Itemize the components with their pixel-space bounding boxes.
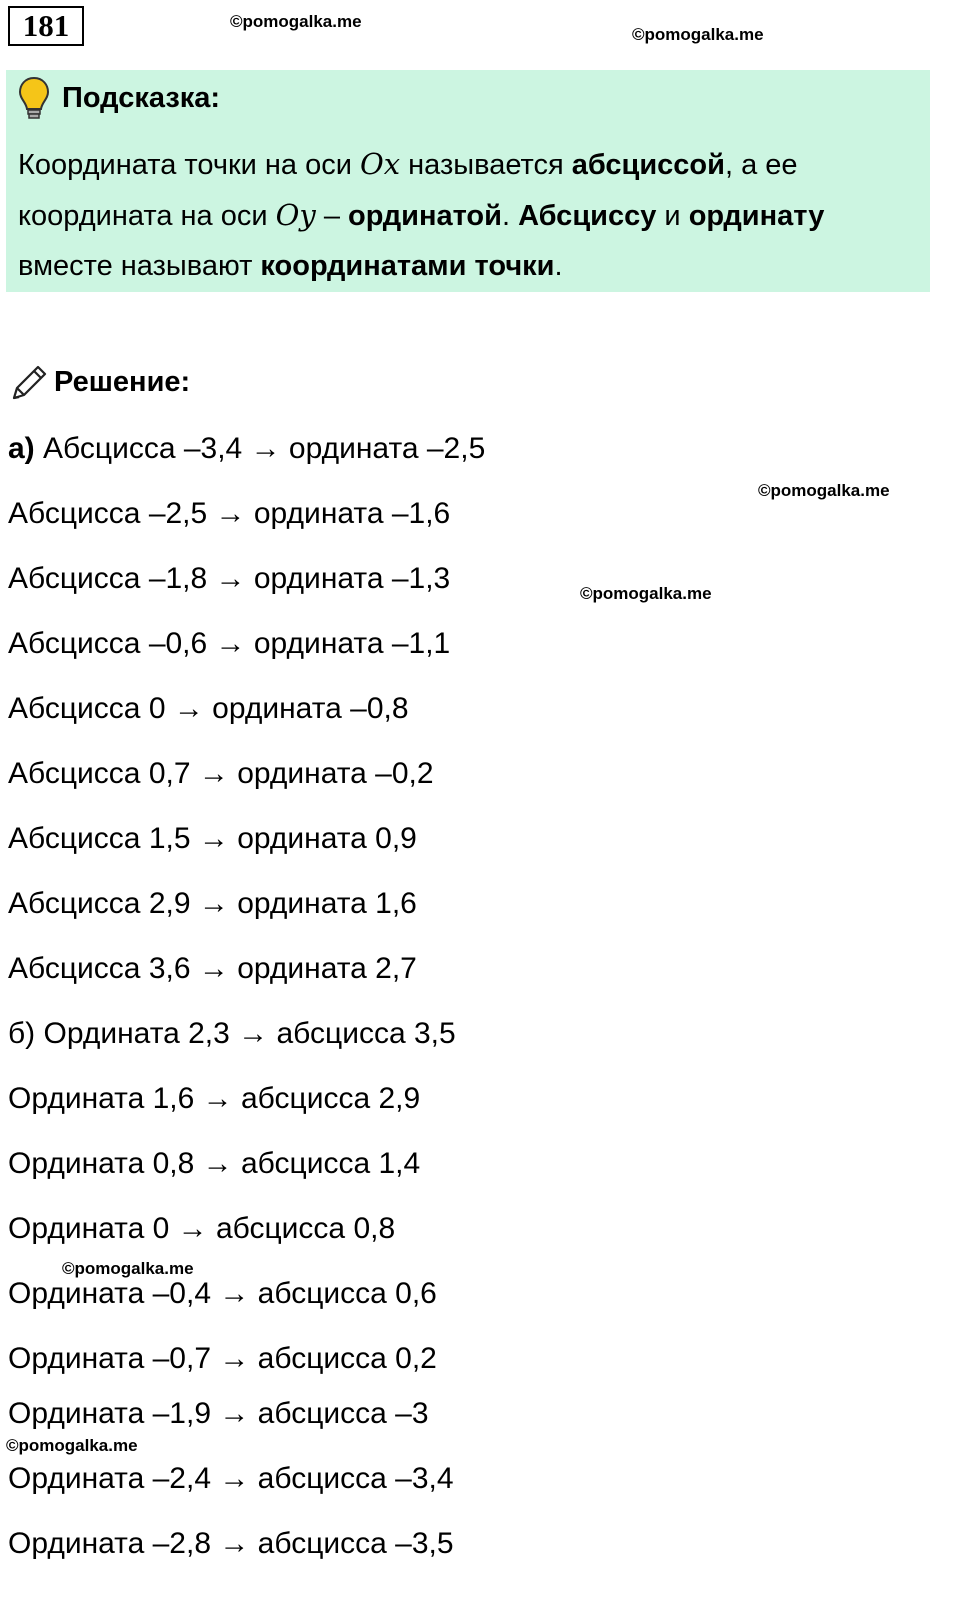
solution-line: Ордината 0 → абсцисса 0,8 [8,1212,396,1245]
solution-line: Абсцисса –1,8 → ордината –1,3 [8,562,451,595]
solution-title: Решение: [54,366,191,398]
pencil-icon [8,362,50,404]
part-a-label: а) [8,432,35,465]
math-oy: Oy [275,198,316,232]
solution-line: б) Ордината 2,3 → абсцисса 3,5 [8,1017,456,1050]
solution-line: Ордината –1,9 → абсцисса –3 [8,1397,429,1430]
hint-title: Подсказка: [62,82,221,114]
watermark: ©pomogalka.me [632,25,764,44]
solution-line: Ордината –2,4 → абсцисса –3,4 [8,1462,454,1495]
watermark: ©pomogalka.me [758,481,890,500]
hint-text: Координата точки на оси Ox называется абсциссой, а ее координата на оси Oy – ординатой. Абсциссу и ординату вместе называют координатами точки. [18,147,825,282]
solution-line: Абсцисса –2,5 → ордината –1,6 [8,497,451,530]
solution-line: Ордината –0,4 → абсцисса 0,6 [8,1277,437,1310]
solution-line: Абсцисса 3,6 → ордината 2,7 [8,952,417,985]
watermark: ©pomogalka.me [230,12,362,31]
solution-line: Ордината –2,8 → абсцисса –3,5 [8,1527,454,1560]
watermark: ©pomogalka.me [6,1436,138,1455]
watermark: ©pomogalka.me [62,1259,194,1278]
solution-line: Ордината 1,6 → абсцисса 2,9 [8,1082,421,1115]
lightbulb-icon [17,76,51,120]
solution-line: а) Абсцисса –3,4 → ордината –2,5 [8,432,486,465]
term-abscissa: абсциссой [571,149,725,181]
problem-number: 181 [8,6,84,46]
math-ox: Ox [359,147,401,181]
watermark: ©pomogalka.me [580,584,712,603]
solution-line: Абсцисса 2,9 → ордината 1,6 [8,887,417,920]
solution-line: Абсцисса 1,5 → ордината 0,9 [8,822,417,855]
solution-line: Ордината –0,7 → абсцисса 0,2 [8,1342,437,1375]
solution-line: Абсцисса 0,7 → ордината –0,2 [8,757,434,790]
solution-line: Абсцисса –0,6 → ордината –1,1 [8,627,451,660]
solution-line: Ордината 0,8 → абсцисса 1,4 [8,1147,421,1180]
solution-line: Абсцисса 0 → ордината –0,8 [8,692,409,725]
